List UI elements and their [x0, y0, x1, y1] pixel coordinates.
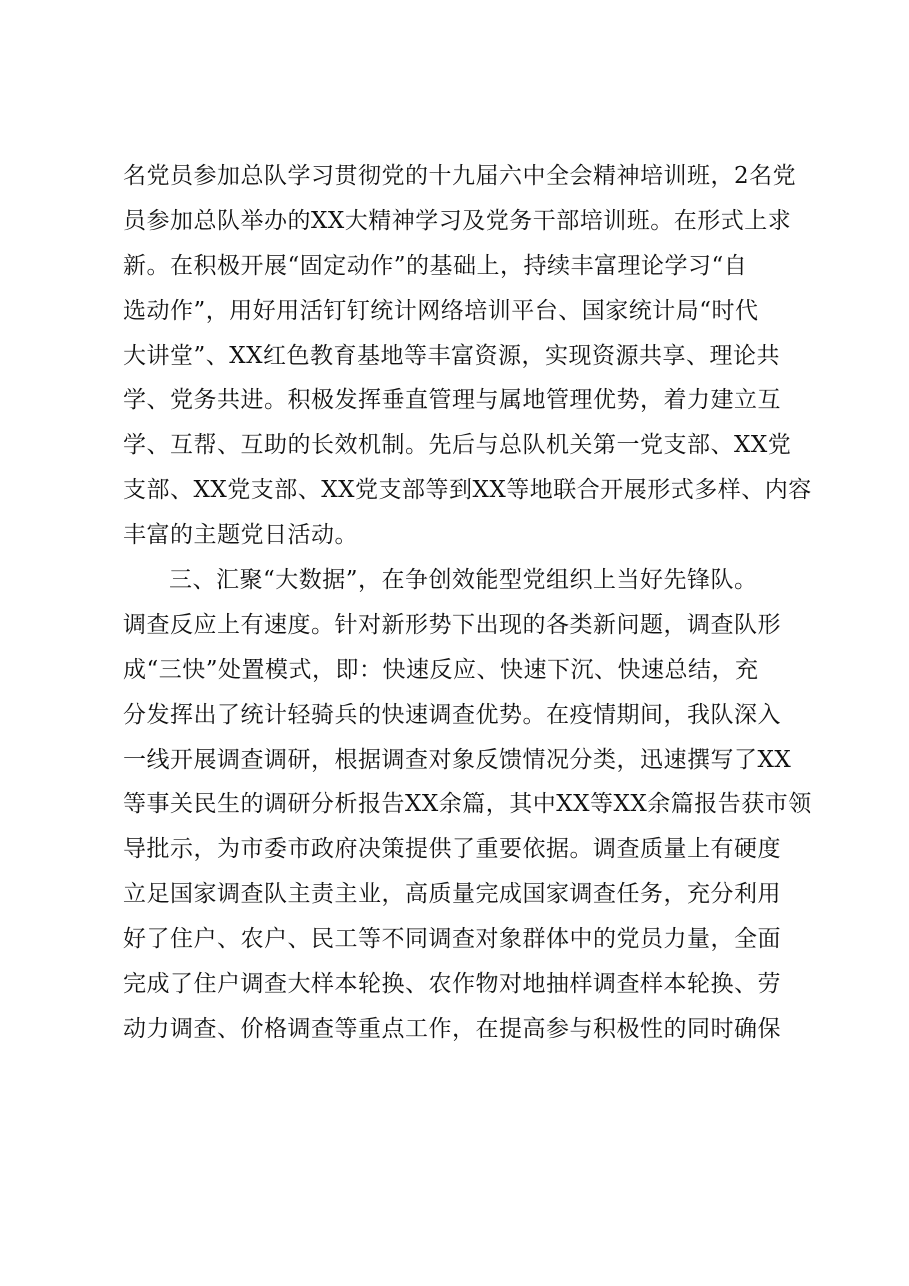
- text-line: 选动作”，用好用活钉钉统计网络培训平台、国家统计局“时代: [123, 297, 759, 324]
- text-line: 员参加总队举办的XX大精神学习及党务干部培训班。在形式上求: [123, 207, 792, 234]
- text-line: 新。在积极开展“固定动作”的基础上，持续丰富理论学习“自: [123, 252, 748, 279]
- text-line: 大讲堂”、XX红色教育基地等丰富资源，实现资源共享、理论共: [123, 342, 781, 369]
- text-line: 丰富的主题党日活动。: [123, 522, 358, 549]
- text-line: 学、党务共进。积极发挥垂直管理与属地管理优势，着力建立互: [123, 387, 781, 414]
- text-line: 调查反应上有速度。针对新形势下出现的各类新问题，调查队形: [123, 611, 781, 638]
- text-line: 立足国家调查队主责主业，高质量完成国家调查任务，充分利用: [123, 881, 781, 908]
- section-heading: 三、汇聚“大数据”，在争创效能型党组织上当好先锋队。: [169, 567, 758, 594]
- text-line: 好了住户、农户、民工等不同调查对象群体中的党员力量，全面: [123, 926, 781, 953]
- text-line: 动力调查、价格调查等重点工作，在提高参与积极性的同时确保: [123, 1015, 781, 1042]
- text-line: 学、互帮、互助的长效机制。先后与总队机关第一党支部、XX党: [123, 432, 792, 459]
- body-text: [123, 154, 813, 1052]
- text-line: 一线开展调查调研，根据调查对象反馈情况分类，迅速撰写了XX: [123, 746, 792, 773]
- text-line: 完成了住户调查大样本轮换、农作物对地抽样调查样本轮换、劳: [123, 971, 781, 998]
- text-line: 支部、XX党支部、XX党支部等到XX等地联合开展形式多样、内容: [123, 477, 812, 504]
- text-line: 等事关民生的调研分析报告XX余篇，其中XX等XX余篇报告获市领: [123, 791, 812, 818]
- text-line: 分发挥出了统计轻骑兵的快速调查优势。在疫情期间，我队深入: [123, 701, 781, 728]
- text-line: 名党员参加总队学习贯彻党的十九届六中全会精神培训班，2名党: [123, 163, 797, 189]
- text-line: 导批示，为市委市政府决策提供了重要依据。调查质量上有硬度: [123, 836, 781, 863]
- text-line: 成“三快”处置模式，即：快速反应、快速下沉、快速总结，充: [123, 656, 759, 683]
